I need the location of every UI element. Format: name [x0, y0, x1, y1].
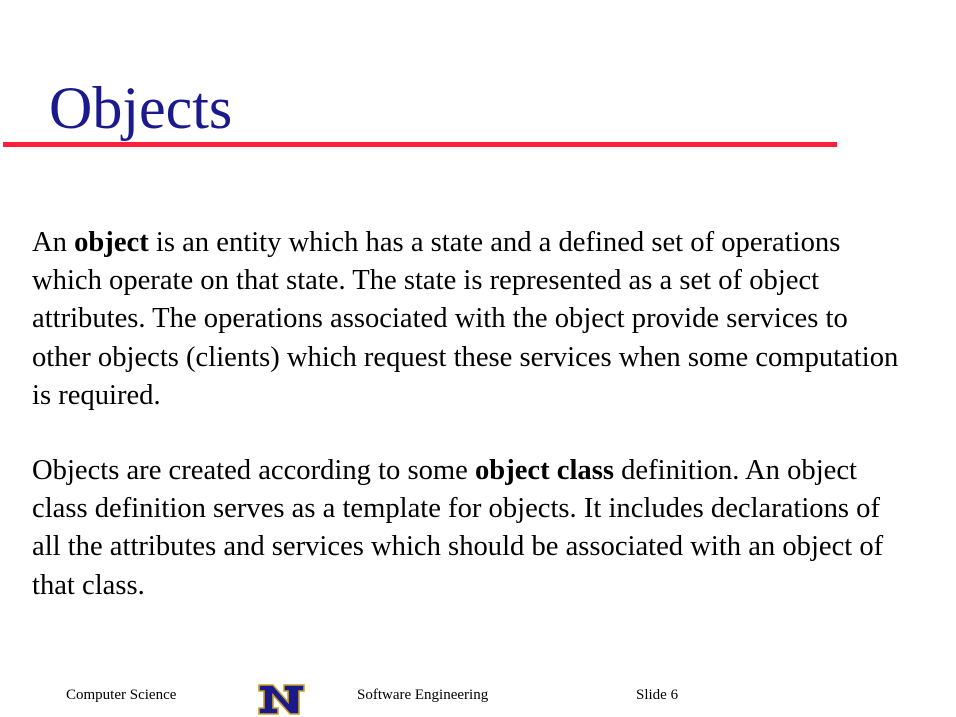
paragraph-text: definition. An object class definition serves as a template for objects. It includes declarations of all the attributes and services which should be associated with an object of that class. — [32, 455, 884, 601]
paragraph-text: is an entity which has a state and a defined set of operations which operate on that state. The state is represented as a set of object attributes. The operations associated with the object provide services to other objects (clients) which request these services when some computation is required. — [32, 227, 899, 411]
paragraph-text: Objects are created according to some — [32, 455, 475, 486]
bold-term-object-class: object class — [475, 455, 614, 486]
title-underline — [3, 142, 837, 147]
bold-term-object: object — [74, 227, 149, 258]
n-logo-icon — [258, 684, 305, 715]
paragraph-text: An — [32, 227, 75, 258]
paragraph-object-definition — [32, 224, 912, 415]
paragraph-object-class — [32, 452, 912, 605]
n-logo-shape — [259, 685, 304, 714]
footer-course: Software Engineering — [357, 687, 489, 703]
slide-title: Objects — [49, 75, 233, 141]
footer-slide-number: Slide 6 — [636, 687, 679, 703]
footer-department: Computer Science — [66, 687, 177, 703]
